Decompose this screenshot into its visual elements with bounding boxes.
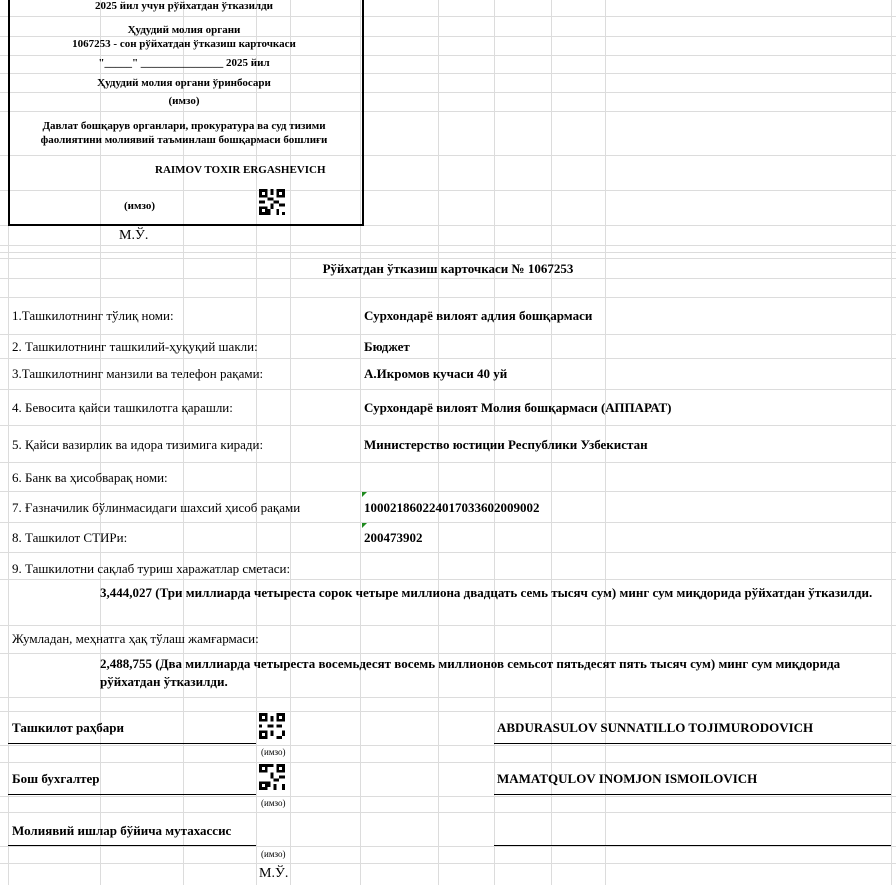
signature-sign-accountant: (имзо) [261,798,286,808]
signature-line [8,743,256,744]
field-label-name: 1.Ташкилотнинг тўлиқ номи: [12,308,174,323]
approval-line-organ: Ҳудудий молия органи [127,24,241,36]
signature-name-line [494,743,891,744]
field-label-account: 7. Ғазначилик бўлинмасидаги шахсий ҳисоб рақами [12,500,301,515]
approval-line-card: 1067253 - сон рўйхатдан ўтказиш карточкаси [72,38,296,50]
field-label-legal-form: 2. Ташкилотнинг ташкилий-ҳуқуқий шакли: [12,339,258,354]
field-label-ministry: 5. Қайси вазирлик ва идора тизимига киради: [12,437,264,452]
field-value-parent-org: Сурхондарё вилоят Молия бошқармаси (АППАРАТ) [364,400,672,415]
field-value-account: 100021860224017033602009002 [364,500,540,515]
card-title: Рўйхатдан ўтказиш карточкаси № 1067253 [322,261,574,276]
stamp-label: М.Ў. [119,228,149,243]
qr-code-icon [259,713,285,739]
signature-name-line [494,794,891,795]
approval-line-year: 2025 йил учун рўйхатдан ўтказилди [95,0,273,12]
signature-line [8,794,256,795]
signature-name-accountant: MAMATQULOV INOMJON ISMOILOVICH [497,771,758,786]
field-value-legal-form: Бюджет [364,339,410,354]
cell-marker-icon [362,492,367,497]
budget-label: 9. Ташкилотни сақлаб туриш харажатлар сметаси: [12,561,291,576]
approval-line-dept2: фаолиятини молиявий таъминлаш бошқармаси бошлиғи [40,134,328,146]
field-label-address: 3.Ташкилотнинг манзили ва телефон рақами: [12,366,264,381]
signature-name-line [494,845,891,846]
stamp-label-bottom: М.Ў. [259,866,289,881]
approval-line-sign: (имзо) [168,95,200,107]
field-value-address: А.Икромов кучаси 40 уй [364,366,508,381]
approval-line-date: "_____" _______________ 2025 йил [98,57,270,69]
signature-sign-specialist: (имзо) [261,849,286,859]
qr-code-icon [259,764,285,790]
signature-sign-head: (имзо) [261,747,286,757]
cell-marker-icon [362,523,367,528]
field-value-ministry: Министерство юстиции Республики Узбекистан [364,437,648,452]
budget-text: 3,444,027 (Три миллиарда четыреста сорок четыре миллиона двадцать семь тысяч сум) минг сум миқдорида рўйхатдан ўтказилди. [100,585,873,600]
field-label-tin: 8. Ташкилот СТИРи: [12,530,128,545]
approval-line-deputy: Ҳудудий молия органи ўринбосари [97,77,271,89]
field-label-parent-org: 4. Бевосита қайси ташкилотга қарашли: [12,400,233,415]
field-value-tin: 200473902 [364,530,423,545]
qr-code-icon [259,189,285,215]
approval-sign-label: (имзо) [124,200,156,212]
approval-official-name: RAIMOV TOXIR ERGASHEVICH [155,164,326,176]
field-value-name: Сурхондарё вилоят адлия бошқармаси [364,308,593,323]
salary-label: Жумладан, меҳнатга ҳақ тўлаш жамғармаси: [12,631,259,646]
approval-line-dept1: Давлат бошқарув органлари, прокуратура ва суд тизими [42,120,326,132]
field-label-bank: 6. Банк ва ҳисобварақ номи: [12,470,168,485]
salary-text: 2,488,755 (Два миллиарда четыреста восемьдесят восемь миллионов семьсот пятьдесят пять тысяч сум) минг сум миқдорида рўйхатдан ўтказилди. [100,656,841,689]
signature-role-specialist: Молиявий ишлар бўйича мутахассис [12,823,232,838]
signature-role-accountant: Бош бухгалтер [12,771,100,786]
signature-line [8,845,256,846]
signature-role-head: Ташкилот раҳбари [12,720,125,735]
signature-name-head: ABDURASULOV SUNNATILLO TOJIMURODOVICH [497,720,814,735]
